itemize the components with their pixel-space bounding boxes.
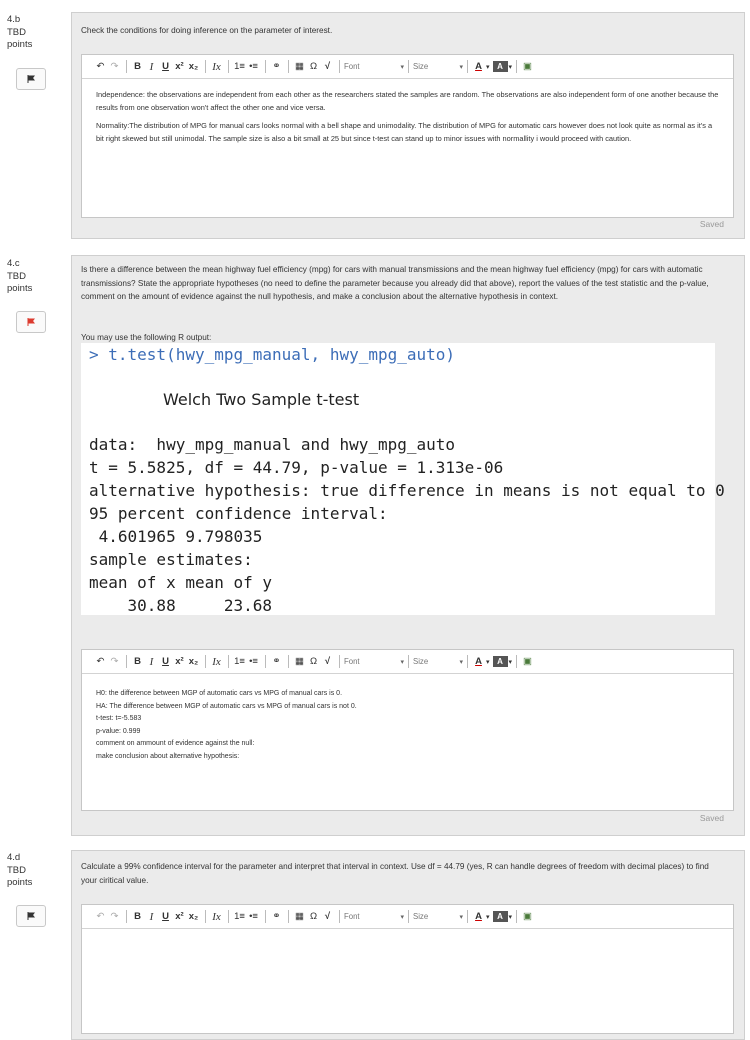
toolbar-divider: [288, 910, 289, 923]
question-number: 4.b: [7, 14, 21, 25]
ordered-list-button[interactable]: 1≡: [234, 61, 245, 72]
font-dropdown[interactable]: [344, 654, 404, 670]
font-dropdown-label: Font: [344, 912, 360, 921]
image-button[interactable]: ▣: [523, 911, 533, 922]
toolbar-divider: [339, 910, 340, 923]
size-dropdown[interactable]: [413, 909, 463, 925]
editor-content[interactable]: [82, 674, 733, 771]
redo-button[interactable]: ↷: [110, 656, 119, 667]
toolbar-divider: [265, 910, 266, 923]
question-number: 4.c: [7, 258, 20, 269]
toolbar-divider: [228, 910, 229, 923]
superscript-button[interactable]: x²: [175, 656, 184, 667]
question-prompt: Is there a difference between the mean highway fuel efficiency (mpg) for cars with manual transmissions and the mean highway fuel efficiency (mpg) for cars with automatic transmissions? State the appropriate hypotheses (no need to define the parameter because you already did that above), report the values of the test statistic and the p-value, comment on the amount of evidence against the null hypothesis, and make a conclusion about the alternative hypothesis in context.: [81, 265, 709, 301]
ordered-list-button[interactable]: 1≡: [234, 911, 245, 922]
bg-color-button[interactable]: A: [493, 911, 508, 922]
editor-content[interactable]: [82, 79, 733, 159]
italic-button[interactable]: I: [149, 910, 154, 923]
flag-icon: [27, 75, 35, 83]
chevron-down-icon: ▾: [508, 63, 513, 71]
table-button[interactable]: ▦: [295, 61, 304, 72]
text-color-button[interactable]: A: [475, 911, 482, 922]
equation-button[interactable]: √: [324, 911, 331, 922]
editor-toolbar: [82, 55, 733, 79]
chevron-down-icon: ▾: [486, 63, 490, 71]
superscript-button[interactable]: x²: [175, 911, 184, 922]
clear-format-button[interactable]: Ix: [212, 655, 221, 668]
editor-content[interactable]: [82, 929, 733, 1029]
equation-button[interactable]: √: [324, 61, 331, 72]
toolbar-divider: [265, 655, 266, 668]
flag-question-button[interactable]: [16, 68, 46, 90]
table-button[interactable]: ▦: [295, 911, 304, 922]
bold-button[interactable]: B: [134, 911, 141, 922]
editor-toolbar: [82, 650, 733, 674]
chevron-down-icon: ▾: [400, 63, 404, 71]
r-ci-values: 4.601965 9.798035: [89, 527, 263, 546]
bold-button[interactable]: B: [134, 656, 141, 667]
r-stat-line: t = 5.5825, df = 44.79, p-value = 1.313e-06: [89, 458, 504, 477]
toolbar-divider: [408, 910, 409, 923]
toolbar-divider: [126, 910, 127, 923]
answer-line: p-value: 0.999: [96, 727, 141, 735]
chevron-down-icon: ▾: [459, 913, 463, 921]
r-alt-line: alternative hypothesis: true difference in means is not equal to 0: [89, 481, 725, 500]
special-char-button[interactable]: Ω: [309, 911, 318, 922]
underline-button[interactable]: U: [162, 911, 169, 922]
font-dropdown[interactable]: [344, 909, 404, 925]
answer-editor: [81, 904, 734, 1034]
r-command: > t.test(hwy_mpg_manual, hwy_mpg_auto): [89, 345, 456, 364]
question-status: TBD: [7, 864, 26, 876]
flag-icon: [27, 318, 35, 326]
chevron-down-icon: ▾: [486, 658, 490, 666]
redo-button[interactable]: ↷: [110, 911, 119, 922]
question-number: 4.d: [7, 852, 21, 863]
answer-line: comment on ammount of evidence against the null:: [96, 740, 255, 747]
text-color-button[interactable]: A: [475, 61, 482, 72]
r-output-intro: You may use the following R output:: [81, 333, 212, 342]
italic-button[interactable]: I: [149, 60, 154, 73]
r-ci-label: 95 percent confidence interval:: [89, 504, 388, 523]
question-points: points: [7, 283, 33, 294]
toolbar-divider: [467, 60, 468, 73]
redo-button[interactable]: ↷: [110, 61, 119, 72]
answer-line: HA: The difference between MGP of automatic cars vs MPG of manual cars is not 0.: [96, 702, 357, 710]
link-button[interactable]: ⚭: [272, 911, 281, 922]
flag-icon: [27, 912, 35, 920]
chevron-down-icon: ▾: [459, 63, 463, 71]
chevron-down-icon: ▾: [508, 658, 513, 666]
toolbar-divider: [339, 60, 340, 73]
toolbar-divider: [288, 655, 289, 668]
toolbar-divider: [516, 910, 517, 923]
r-est-label: sample estimates:: [89, 550, 253, 569]
size-dropdown-label: Size: [413, 657, 429, 666]
answer-editor: [81, 54, 734, 218]
answer-paragraph: Independence: the observations are independent from each other as the researchers stated the samples are random. The observations are also independent form of one another because the results from one observation won't affect the other one and vice versa.: [96, 90, 719, 112]
undo-button[interactable]: ↶: [96, 911, 105, 922]
toolbar-divider: [288, 60, 289, 73]
save-status: Saved: [699, 813, 724, 823]
answer-line: t-test: t=-5.583: [96, 715, 142, 722]
bold-button[interactable]: B: [134, 61, 141, 72]
bg-color-button[interactable]: A: [493, 656, 508, 667]
chevron-down-icon: ▾: [486, 913, 490, 921]
answer-editor: [81, 649, 734, 811]
answer-paragraph: Normality:The distribution of MPG for manual cars looks normal with a bell shape and unimodality. The distribution of MPG for automatic cars however does not look quite as normal as it's a bit right skewed but still unimodal. The sample size is also a bit small at 25 but since t-test can stand up to minor issues with normallity i would proceed with caution.: [96, 121, 713, 143]
link-button[interactable]: ⚭: [272, 61, 281, 72]
question-points: points: [7, 877, 33, 888]
chevron-down-icon: ▾: [400, 913, 404, 921]
answer-line: H0: the difference between MGP of automatic cars vs MPG of manual cars is 0.: [96, 690, 343, 697]
toolbar-divider: [467, 655, 468, 668]
link-button[interactable]: ⚭: [272, 656, 281, 667]
flag-question-button[interactable]: [16, 905, 46, 927]
question-prompt: Check the conditions for doing inference on the parameter of interest.: [81, 26, 333, 35]
toolbar-divider: [205, 910, 206, 923]
font-dropdown[interactable]: [344, 59, 404, 75]
superscript-button[interactable]: x²: [175, 61, 184, 72]
bullet-list-button[interactable]: •≡: [249, 911, 258, 922]
toolbar-divider: [205, 60, 206, 73]
toolbar-divider: [228, 655, 229, 668]
question-status: TBD: [7, 26, 26, 38]
special-char-button[interactable]: Ω: [309, 61, 318, 72]
question-prompt: Calculate a 99% confidence interval for the parameter and interpret that interval in context. Use df = 44.79 (yes, R can handle degrees of freedom with decimal places) to find your ciritical value.: [81, 862, 709, 885]
question-meta-4b: [7, 14, 57, 52]
size-dropdown[interactable]: [413, 654, 463, 670]
italic-button[interactable]: I: [149, 655, 154, 668]
subscript-button[interactable]: x₂: [188, 911, 199, 922]
r-est-header: mean of x mean of y: [89, 573, 273, 592]
image-button[interactable]: ▣: [523, 656, 533, 667]
toolbar-divider: [265, 60, 266, 73]
toolbar-divider: [516, 60, 517, 73]
toolbar-divider: [339, 655, 340, 668]
chevron-down-icon: ▾: [400, 658, 404, 666]
font-dropdown-label: Font: [344, 657, 360, 666]
r-data-line: data: hwy_mpg_manual and hwy_mpg_auto: [89, 435, 456, 454]
undo-button[interactable]: ↶: [96, 656, 105, 667]
question-status: TBD: [7, 270, 26, 282]
editor-toolbar: [82, 905, 733, 929]
toolbar-divider: [126, 655, 127, 668]
size-dropdown-label: Size: [413, 912, 429, 921]
toolbar-divider: [126, 60, 127, 73]
toolbar-divider: [205, 655, 206, 668]
toolbar-divider: [408, 60, 409, 73]
r-test-title: Welch Two Sample t-test: [163, 390, 360, 409]
toolbar-divider: [408, 655, 409, 668]
chevron-down-icon: ▾: [459, 658, 463, 666]
clear-format-button[interactable]: Ix: [212, 910, 221, 923]
size-dropdown-label: Size: [413, 62, 429, 71]
table-button[interactable]: ▦: [295, 656, 304, 667]
clear-format-button[interactable]: Ix: [212, 60, 221, 73]
undo-button[interactable]: ↶: [96, 61, 105, 72]
toolbar-divider: [228, 60, 229, 73]
toolbar-divider: [516, 655, 517, 668]
chevron-down-icon: ▾: [508, 913, 513, 921]
r-est-values: 30.88 23.68: [89, 596, 273, 615]
subscript-button[interactable]: x₂: [188, 656, 199, 667]
text-color-button[interactable]: A: [475, 656, 482, 667]
save-status: Saved: [699, 219, 724, 229]
question-meta-4d: [7, 852, 57, 890]
equation-button[interactable]: √: [324, 656, 331, 667]
answer-line: make conclusion about alternative hypothesis:: [96, 752, 240, 760]
underline-button[interactable]: U: [162, 61, 169, 72]
image-button[interactable]: ▣: [523, 61, 533, 72]
underline-button[interactable]: U: [162, 656, 169, 667]
question-points: points: [7, 39, 33, 50]
r-output-block: [81, 343, 725, 615]
bullet-list-button[interactable]: •≡: [249, 61, 258, 72]
flag-question-button[interactable]: [16, 311, 46, 333]
size-dropdown[interactable]: [413, 59, 463, 75]
bullet-list-button[interactable]: •≡: [249, 656, 258, 667]
subscript-button[interactable]: x₂: [188, 61, 199, 72]
toolbar-divider: [467, 910, 468, 923]
font-dropdown-label: Font: [344, 62, 360, 71]
ordered-list-button[interactable]: 1≡: [234, 656, 245, 667]
question-meta-4c: [7, 258, 57, 296]
bg-color-button[interactable]: A: [493, 61, 508, 72]
special-char-button[interactable]: Ω: [309, 656, 318, 667]
